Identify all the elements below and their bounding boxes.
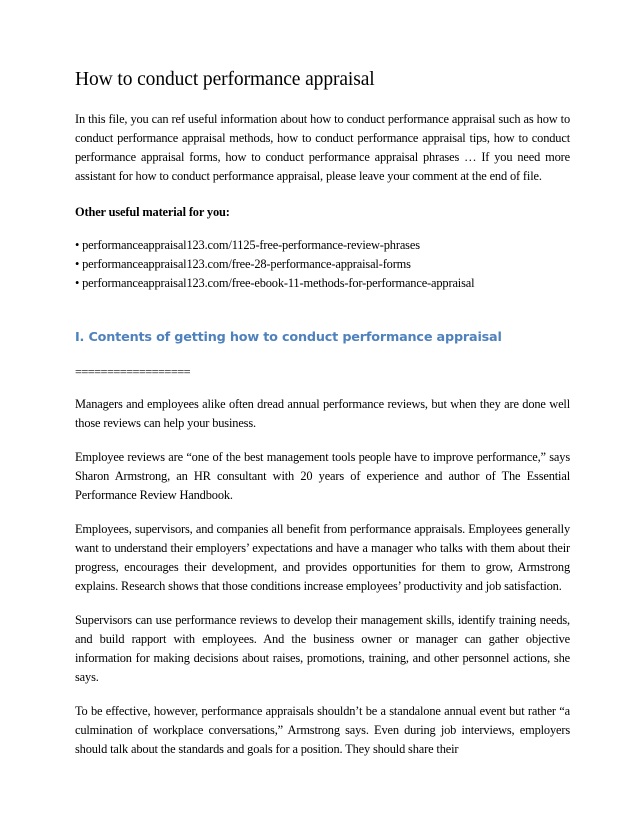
useful-link-item[interactable]: • performanceappraisal123.com/free-ebook-11-methods-for-performance-appraisal: [75, 276, 475, 290]
body-paragraph: To be effective, however, performance appraisals shouldn’t be a standalone annual event but rather “a culmination of workplace conversations,” Armstrong says. Even during job interviews, employers should talk about the standards and goals for a position. They should share their: [75, 704, 570, 756]
useful-link-item[interactable]: • performanceappraisal123.com/free-28-performance-appraisal-forms: [75, 257, 411, 271]
document-page: [75, 68, 570, 774]
intro-paragraph: In this file, you can ref useful information about how to conduct performance appraisal such as how to conduct performance appraisal methods, how to conduct performance appraisal tips, how to conduct performance appraisal forms, how to conduct performance appraisal phrases … If you need more assistant for how to conduct performance appraisal, please leave your comment at the end of file.: [75, 112, 570, 183]
body-paragraph: Employee reviews are “one of the best management tools people have to improve performance,” says Sharon Armstrong, an HR consultant with 20 years of experience and author of The Essential Performance Review Handbook.: [75, 450, 570, 502]
document-title: How to conduct performance appraisal: [75, 69, 375, 90]
useful-links-list: [75, 236, 570, 293]
useful-link-item[interactable]: • performanceappraisal123.com/1125-free-performance-review-phrases: [75, 238, 420, 252]
body-paragraph: Employees, supervisors, and companies all benefit from performance appraisals. Employees generally want to understand their employers’ expectations and have a manager who talks with them about their progress, encourages their development, and provides opportunities for them to grow, Armstrong explains. Research shows that those conditions increase employees’ productivity and job satisfaction.: [75, 522, 570, 593]
separator-line: ==================: [75, 365, 190, 379]
useful-material-heading: Other useful material for you:: [75, 205, 230, 219]
section-heading: I. Contents of getting how to conduct performance appraisal: [75, 330, 502, 345]
body-paragraph: Supervisors can use performance reviews to develop their management skills, identify training needs, and build rapport with employees. And the business owner or manager can gather objective information for making decisions about raises, promotions, training, and other personnel actions, she says.: [75, 613, 570, 684]
body-paragraph: Managers and employees alike often dread annual performance reviews, but when they are done well those reviews can help your business.: [75, 397, 570, 430]
